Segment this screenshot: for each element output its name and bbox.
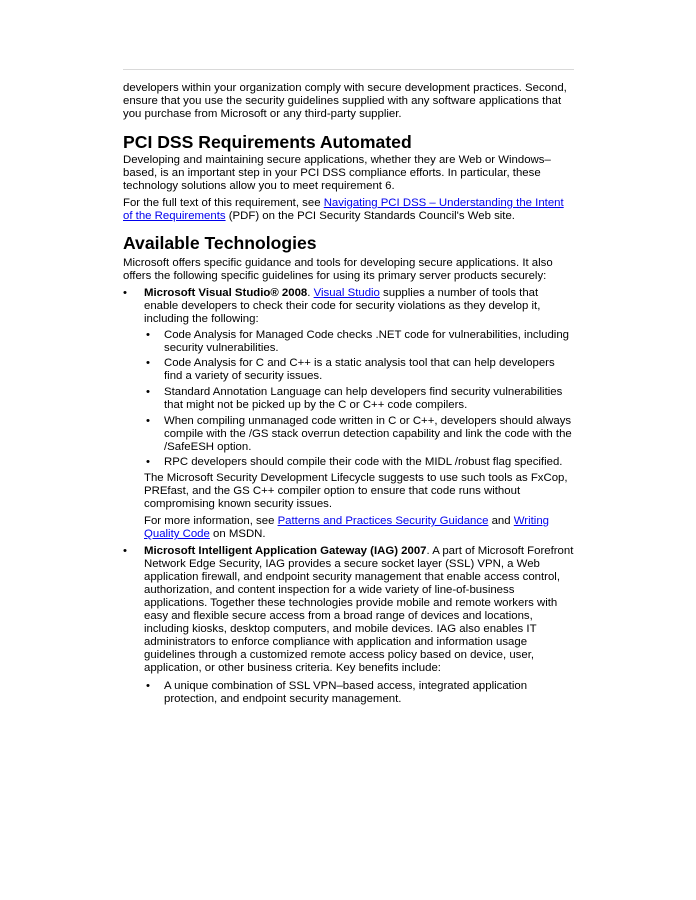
more-prefix: For more information, see (144, 515, 278, 527)
more-info-paragraph (144, 515, 574, 541)
vs-title: Microsoft Visual Studio® 2008 (144, 287, 308, 299)
writing-quality-code-link[interactable]: Writing Quality Code (144, 515, 549, 540)
patterns-practices-link[interactable]: Patterns and Practices Security Guidance (277, 515, 489, 527)
bullet: • (146, 415, 150, 427)
vs-item-text (144, 287, 574, 326)
navigating-pci-dss-link[interactable]: Navigating PCI DSS – Understanding the Intent of the Requirements (123, 197, 564, 222)
bullet: • (146, 680, 150, 692)
pci-paragraph: Developing and maintaining secure applications, whether they are Web or Windows–based, is an important step in your PCI DSS compliance efforts. In particular, these technology solutions allow you to meet requirement 6. (123, 154, 551, 192)
sub-item-text: Standard Annotation Language can help developers find security vulnerabilities that might not be picked up by the C or C++ code compilers. (164, 386, 563, 411)
iag-item-text (144, 545, 574, 675)
sdl-paragraph: The Microsoft Security Development Lifecycle suggests to use such tools as FxCop, PREfast, and the GS C++ compiler option to ensure that code runs without compromising known security issues. (144, 472, 568, 510)
full-text-prefix: For the full text of this requirement, see (123, 197, 324, 209)
sub-item-text: A unique combination of SSL VPN–based access, integrated application protection, and endpoint security management. (164, 680, 528, 705)
available-paragraph: Microsoft offers specific guidance and tools for developing secure applications. It also offers the following specific guidelines for using its primary server products securely: (123, 257, 553, 282)
bullet: • (123, 287, 127, 299)
more-suffix: on MSDN. (209, 528, 266, 540)
full-text-suffix: (PDF) on the PCI Security Standards Council's Web site. (225, 210, 515, 222)
full-text-paragraph (123, 197, 573, 223)
iag-title: Microsoft Intelligent Application Gateway (IAG) 2007 (144, 545, 427, 557)
header-rule (123, 69, 574, 70)
visual-studio-link[interactable]: Visual Studio (313, 287, 380, 299)
bullet: • (146, 386, 150, 398)
sub-item-text: When compiling unmanaged code written in C or C++, developers should always compile with the /GS stack overrun detection capability and link the code with the /SafeESH option. (164, 415, 572, 453)
bullet: • (146, 329, 150, 341)
iag-rest: . A part of Microsoft Forefront Network Edge Security, IAG provides a secure socket layer (SSL) VPN, a Web application firewall, and endpoint security management that enable access control, authorization, and content inspection for a wide variety of line-of-business applications. Together these technologies provide mobile and remote workers with easy and flexible secure access from a broad range of devices and locations, including kiosks, desktop computers, and mobile devices. IAG also enables IT administrators to enforce compliance with application and information usage guidelines through a customized remote access policy based on device, user, application, or other business criteria. Key benefits include: (144, 545, 574, 674)
bullet: • (123, 545, 127, 557)
bullet: • (146, 456, 150, 468)
available-technologies-heading: Available Technologies (123, 233, 317, 253)
sub-item-text: Code Analysis for C and C++ is a static analysis tool that can help developers find a variety of security issues. (164, 357, 555, 382)
vs-sep: . (307, 287, 314, 299)
sub-item-text: Code Analysis for Managed Code checks .NET code for vulnerabilities, including security vulnerabilities. (164, 329, 570, 354)
vs-rest: supplies a number of tools that enable developers to check their code for security violations as they develop it, including the following: (144, 287, 541, 325)
intro-paragraph: developers within your organization comply with secure development practices. Second, ensure that you use the security guidelines supplied with any software applications that you purchase from Microsoft or any third-party supplier. (123, 82, 567, 120)
bullet: • (146, 357, 150, 369)
pci-heading: PCI DSS Requirements Automated (123, 132, 412, 152)
sub-item-text: RPC developers should compile their code with the MIDL /robust flag specified. (164, 456, 563, 468)
more-and: and (488, 515, 514, 527)
